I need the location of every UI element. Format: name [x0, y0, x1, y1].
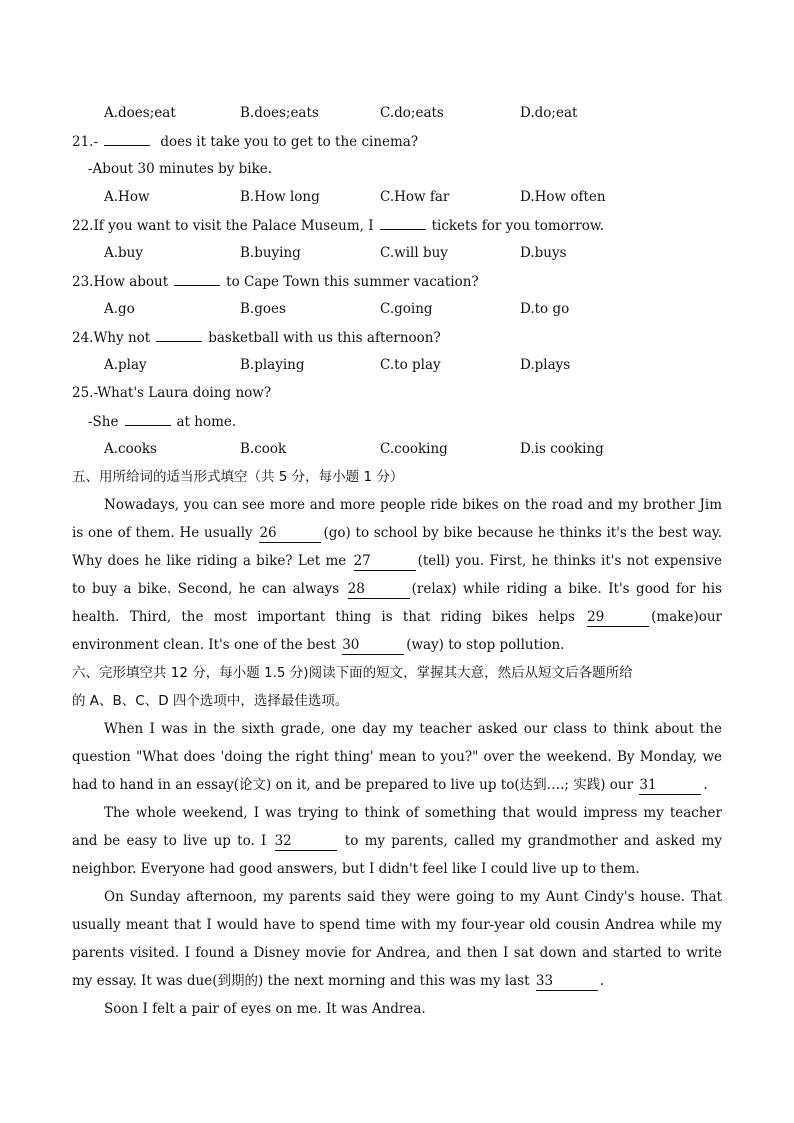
- q22-option-d: D.buys: [520, 245, 567, 261]
- q25-question: 25.-What's Laura doing now?: [72, 385, 272, 401]
- q25-reply: [88, 410, 236, 432]
- q22-option-a: A.buy: [104, 245, 144, 261]
- q25-option-b: B.cook: [240, 441, 287, 457]
- blank-28: 28: [348, 580, 410, 599]
- para1-end: .: [703, 777, 708, 793]
- q21-option-c: C.How far: [380, 189, 450, 205]
- q24-option-d: D.plays: [520, 357, 571, 373]
- blank-29: 29: [587, 608, 649, 627]
- q21-option-b: B.How long: [240, 189, 320, 205]
- blank-26: 26: [259, 524, 321, 543]
- q24-option-a: A.play: [104, 357, 147, 373]
- q22-options: [0, 242, 794, 264]
- q23-option-d: D.to go: [520, 301, 570, 317]
- section5-text-4: (relax) while riding a bike. It's good for his health. Third, the most important thing is that riding bikes helps: [72, 581, 723, 625]
- q22-option-c: C.will buy: [380, 245, 448, 261]
- q23-text-after: to Cape Town this summer vacation?: [226, 274, 479, 290]
- q25-blank: [125, 410, 171, 426]
- q24-text-after: basketball with us this afternoon?: [208, 330, 441, 346]
- section6-paragraph-4: Soon I felt a pair of eyes on me. It was Andrea.: [104, 1001, 426, 1017]
- q23-option-a: A.go: [104, 301, 135, 317]
- q25-text-after: at home.: [176, 414, 237, 430]
- section6-heading-line1: 六、完形填空共 12 分，每小题 1.5 分)阅读下面的短文，掌握其大意，然后从短文后各题所给: [72, 665, 633, 681]
- q21-number: 21.-: [72, 134, 99, 150]
- q23-option-b: B.goes: [240, 301, 286, 317]
- para2-text: The whole weekend, I was trying to think of something that would impress my teacher and be easy to live up to. I: [72, 805, 722, 849]
- para2-text-after: to my parents, called my grandmother and asked my neighbor. Everyone had good answers, but I didn't feel like I could live up to them.: [72, 833, 722, 877]
- q25-text-before: -She: [88, 414, 119, 430]
- q22-option-b: B.buying: [240, 245, 301, 261]
- q23-question: [72, 270, 479, 292]
- q22-question: [72, 214, 604, 236]
- q24-option-b: B.playing: [240, 357, 305, 373]
- blank-33: 33: [536, 972, 598, 991]
- q22-blank: [380, 214, 426, 230]
- para3-text: On Sunday afternoon, my parents said they were going to my Aunt Cindy's house. That usually meant that I would have to spend time with my four-year old cousin Andrea while my parents visited. I found a Disney movie for Andrea, and then I sat down and started to write my essay. It was due(到期的) the next morning and this was my last: [72, 889, 722, 989]
- section5-text-5: (make)our environment clean. It's one of the best: [72, 609, 722, 653]
- q24-options: [0, 354, 794, 376]
- blank-31: 31: [639, 776, 701, 795]
- section5-heading: 五、用所给词的适当形式填空（共 5 分，每小题 1 分）: [72, 469, 404, 485]
- q22-text-after: tickets for you tomorrow.: [431, 218, 605, 234]
- section6-heading-line2: 的 A、B、C、D 四个选项中，选择最佳选项。: [72, 693, 349, 709]
- q20-options: [0, 102, 794, 124]
- q23-option-c: C.going: [380, 301, 433, 317]
- q23-blank: [174, 270, 220, 286]
- section5-passage: [72, 491, 722, 659]
- q21-blank: [104, 130, 150, 146]
- q21-text: does it take you to get to the cinema?: [156, 134, 419, 150]
- q20-option-d: D.do;eat: [520, 105, 578, 121]
- q24-option-c: C.to play: [380, 357, 441, 373]
- q21-option-a: A.How: [104, 189, 150, 205]
- section5-text-3: (tell) you. First, he thinks it's not expensive to buy a bike. Second, he can always: [72, 553, 722, 597]
- q25-option-d: D.is cooking: [520, 441, 604, 457]
- section5-text-2: (go) to school by bike because he thinks it's the best way. Why does he like riding a bike? Let me: [72, 525, 722, 569]
- q24-question: [72, 326, 441, 348]
- q23-text-before: 23.How about: [72, 274, 169, 290]
- q25-options: [0, 438, 794, 460]
- section5-text-6: (way) to stop pollution.: [406, 637, 565, 653]
- blank-32: 32: [275, 832, 337, 851]
- q20-option-a: A.does;eat: [104, 105, 176, 121]
- q20-option-b: B.does;eats: [240, 105, 319, 121]
- q22-text-before: 22.If you want to visit the Palace Museum, I: [72, 218, 374, 234]
- section5-text-1: Nowadays, you can see more and more people ride bikes on the road and my brother Jim is one of them. He usually: [72, 497, 722, 541]
- q21-reply: -About 30 minutes by bike.: [88, 161, 273, 177]
- para3-end: .: [599, 973, 605, 989]
- blank-30: 30: [342, 636, 404, 655]
- q24-blank: [156, 326, 202, 342]
- q21-option-d: D.How often: [520, 189, 606, 205]
- para1-text: When I was in the sixth grade, one day my teacher asked our class to think about the question "What does 'doing the right thing' mean to you?" over the weekend. By Monday, we had to hand in an essay(论文) on it, and be prepared to live up to(达到….; 实践) our: [72, 721, 722, 793]
- section6-paragraph-3: [72, 883, 722, 995]
- q21-question: [72, 130, 418, 152]
- q20-option-c: C.do;eats: [380, 105, 444, 121]
- section6-paragraph-1: [72, 715, 722, 799]
- q25-option-c: C.cooking: [380, 441, 448, 457]
- q21-options: [0, 186, 794, 208]
- q24-text-before: 24.Why not: [72, 330, 151, 346]
- q23-options: [0, 298, 794, 320]
- q25-option-a: A.cooks: [104, 441, 157, 457]
- section6-paragraph-2: [72, 799, 722, 883]
- blank-27: 27: [354, 552, 416, 571]
